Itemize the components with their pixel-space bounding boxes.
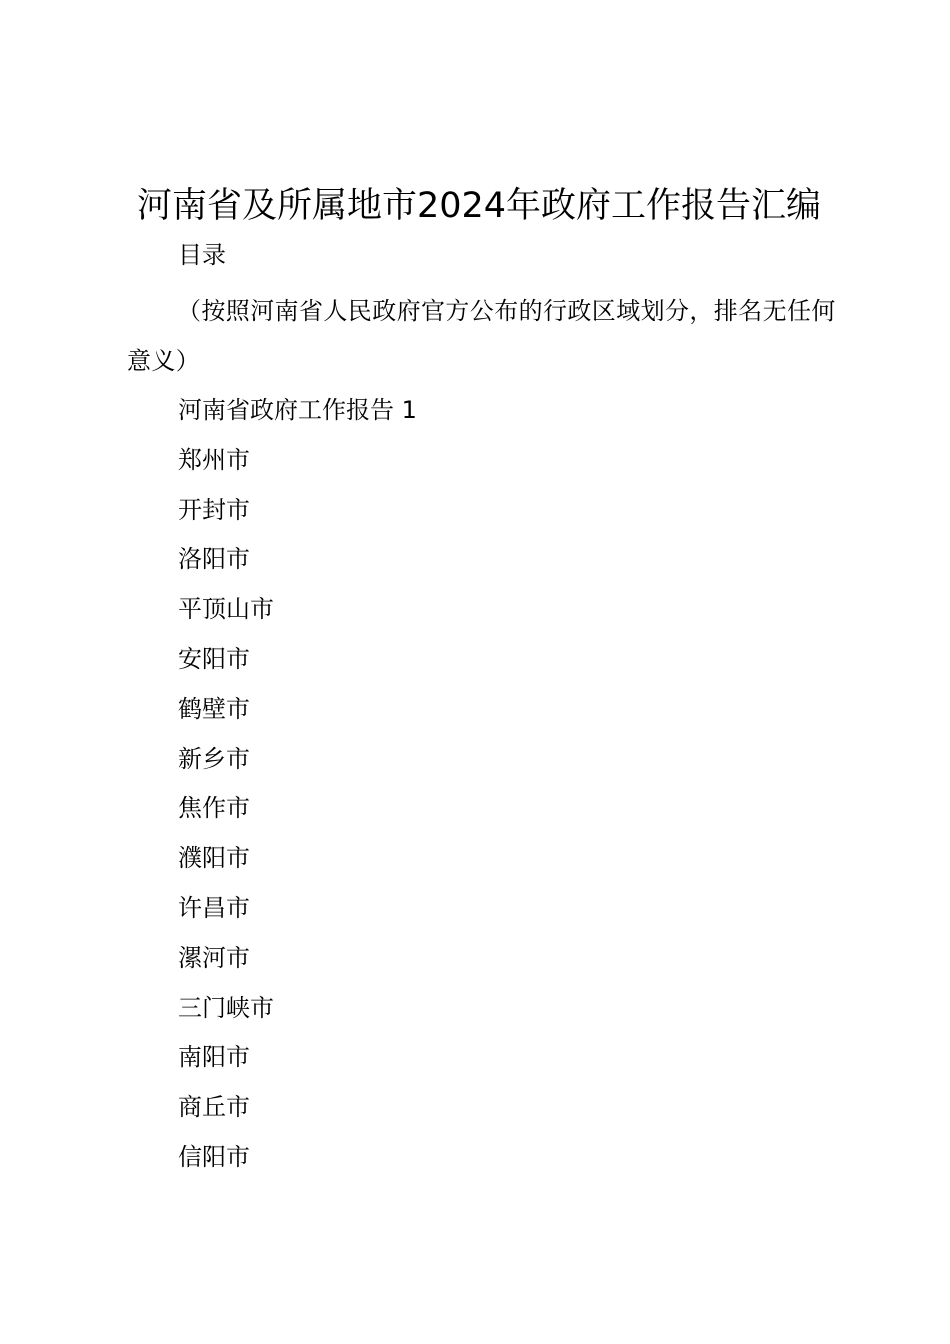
toc-list — [178, 386, 417, 1183]
toc-item-sanmenxia[interactable]: 三门峡市 — [178, 993, 274, 1022]
toc-item-pingdingshan[interactable]: 平顶山市 — [178, 595, 274, 624]
toc-item-luoyang[interactable]: 洛阳市 — [178, 545, 250, 574]
document-title: 河南省及所属地市2024年政府工作报告汇编 — [136, 186, 822, 226]
toc-item-luohe[interactable]: 漯河市 — [178, 943, 250, 972]
toc-note: （按照河南省人民政府官方公布的行政区域划分，排名无任何意义） — [127, 297, 836, 375]
toc-item-xuchang[interactable]: 许昌市 — [178, 893, 250, 922]
toc-item-jiaozuo[interactable]: 焦作市 — [178, 794, 250, 823]
toc-item-xinyang[interactable]: 信阳市 — [178, 1142, 250, 1171]
toc-item-xinxiang[interactable]: 新乡市 — [178, 744, 250, 773]
toc-item-henan-province[interactable]: 河南省政府工作报告 1 — [178, 396, 417, 424]
toc-heading: 目录 — [178, 241, 226, 269]
toc-item-hebi[interactable]: 鹤壁市 — [178, 694, 250, 723]
toc-item-nanyang[interactable]: 南阳市 — [178, 1043, 250, 1072]
toc-item-anyang[interactable]: 安阳市 — [178, 644, 250, 673]
toc-item-zhengzhou[interactable]: 郑州市 — [178, 445, 250, 474]
toc-item-shangqiu[interactable]: 商丘市 — [178, 1093, 250, 1122]
toc-item-kaifeng[interactable]: 开封市 — [178, 495, 250, 524]
toc-item-puyang[interactable]: 濮阳市 — [178, 844, 250, 873]
